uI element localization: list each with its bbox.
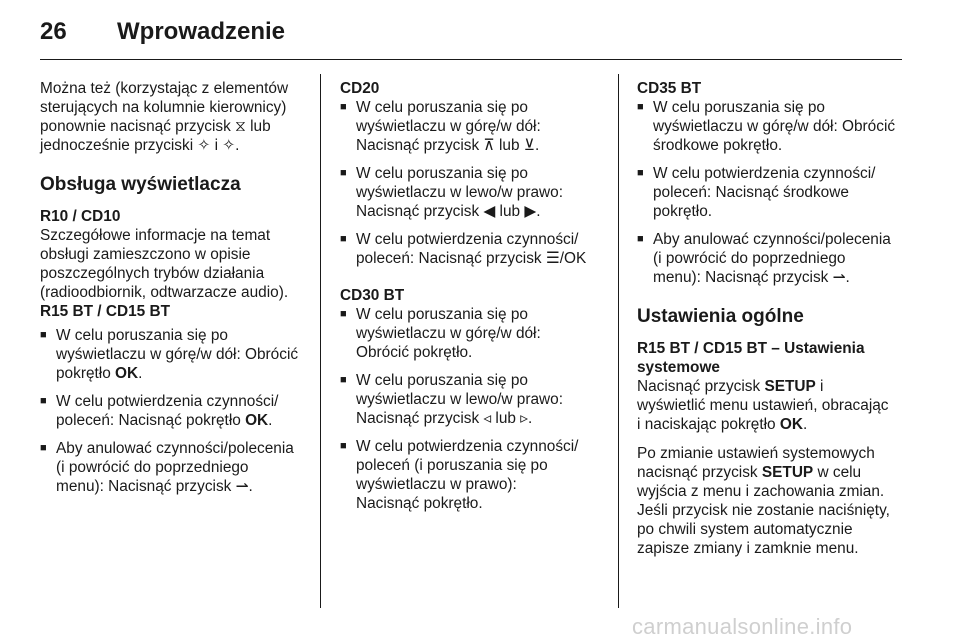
list-item: ■ W celu potwierdzenia czynności/ poleceń: Nacisnąć środkowe pokrętło. <box>637 165 876 220</box>
list-item: ■ Aby anulować czynności/polecenia (i powrócić do poprzedniego menu): Nacisnąć przycisk ⇀. <box>637 231 891 286</box>
page-title: Wprowadzenie <box>117 18 286 45</box>
list-item: ■ W celu poruszania się po wyświetlaczu w górę/w dół: Obrócić pokrętło OK. <box>40 327 299 382</box>
list-item: ■ W celu poruszania się po wyświetlaczu w górę/w dół: Obrócić pokrętło. <box>340 306 541 361</box>
bullet-icon: ■ <box>40 329 47 341</box>
watermark: carmanualsonline.info <box>632 614 853 639</box>
column-divider <box>320 74 321 608</box>
list-item: ■ W celu poruszania się po wyświetlaczu w górę/w dół: Obrócić środkowe pokrętło. <box>637 99 896 154</box>
header-rule <box>40 59 902 60</box>
bullet-icon: ■ <box>40 442 47 454</box>
settings-heading: Ustawienia ogólne <box>637 306 804 327</box>
bullet-icon: ■ <box>340 101 347 113</box>
bullet-icon: ■ <box>637 167 644 179</box>
column-2 <box>340 79 612 513</box>
system-settings-heading: R15 BT / CD15 BT – Ustawienia systemowe <box>637 340 865 376</box>
column-divider <box>618 74 619 608</box>
list-item: ■ W celu poruszania się po wyświetlaczu w lewo/w prawo: Nacisnąć przycisk ◀ lub ▶. <box>340 165 563 220</box>
bullet-icon: ■ <box>40 395 47 407</box>
intro-paragraph: Można też (korzystając z elementów sterujących na kolumnie kierownicy) ponownie nacisnąć przycisk ⧖ lub jednocześnie przyciski ✧ i ✧. <box>40 80 289 154</box>
page-number: 26 <box>40 18 67 45</box>
list-item: ■ Aby anulować czynności/polecenia (i powrócić do poprzedniego menu): Nacisnąć przycisk ⇀. <box>40 440 294 495</box>
list-item: ■ W celu poruszania się po wyświetlaczu w górę/w dół: Nacisnąć przycisk ⊼ lub ⊻. <box>340 99 541 154</box>
r10-paragraph: Szczegółowe informacje na temat obsługi zamieszczono w opisie poszczególnych trybów działania (radioodbiornik, odtwarzacze audio). <box>40 227 289 301</box>
bullet-icon: ■ <box>340 233 347 245</box>
column-1 <box>40 79 312 496</box>
bullet-icon: ■ <box>340 440 347 452</box>
cd35-heading: CD35 BT <box>637 80 702 97</box>
list-item: ■ W celu potwierdzenia czynności/ poleceń (i poruszania się po wyświetlaczu w prawo): Nacisnąć pokrętło. <box>340 438 579 512</box>
cd30-heading: CD30 BT <box>340 287 405 304</box>
page-header <box>0 0 960 60</box>
cd20-heading: CD20 <box>340 80 380 97</box>
r15-heading: R15 BT / CD15 BT <box>40 303 170 320</box>
bullet-icon: ■ <box>637 233 644 245</box>
bullet-icon: ■ <box>340 167 347 179</box>
bullet-icon: ■ <box>340 308 347 320</box>
list-item: ■ W celu poruszania się po wyświetlaczu w lewo/w prawo: Nacisnąć przycisk ◃ lub ▹. <box>340 372 563 427</box>
save-paragraph: Po zmianie ustawień systemowych nacisnąć przycisk SETUP w celu wyjścia z menu i zachowania zmian. Jeśli przycisk nie zostanie naciśnięty, po chwili system automatycznie zapisze zmiany i zamknie menu. <box>637 445 890 557</box>
r10-heading: R10 / CD10 <box>40 208 121 225</box>
column-3 <box>637 79 907 558</box>
display-heading: Obsługa wyświetlacza <box>40 174 241 195</box>
setup-paragraph: Nacisnąć przycisk SETUP i wyświetlić menu ustawień, obracając i naciskając pokrętło OK. <box>637 378 889 433</box>
list-item: ■ W celu potwierdzenia czynności/ poleceń: Nacisnąć pokrętło OK. <box>40 393 279 429</box>
bullet-icon: ■ <box>637 101 644 113</box>
bullet-icon: ■ <box>340 374 347 386</box>
list-item: ■ W celu potwierdzenia czynności/ poleceń: Nacisnąć przycisk ☰/OK <box>340 231 587 267</box>
